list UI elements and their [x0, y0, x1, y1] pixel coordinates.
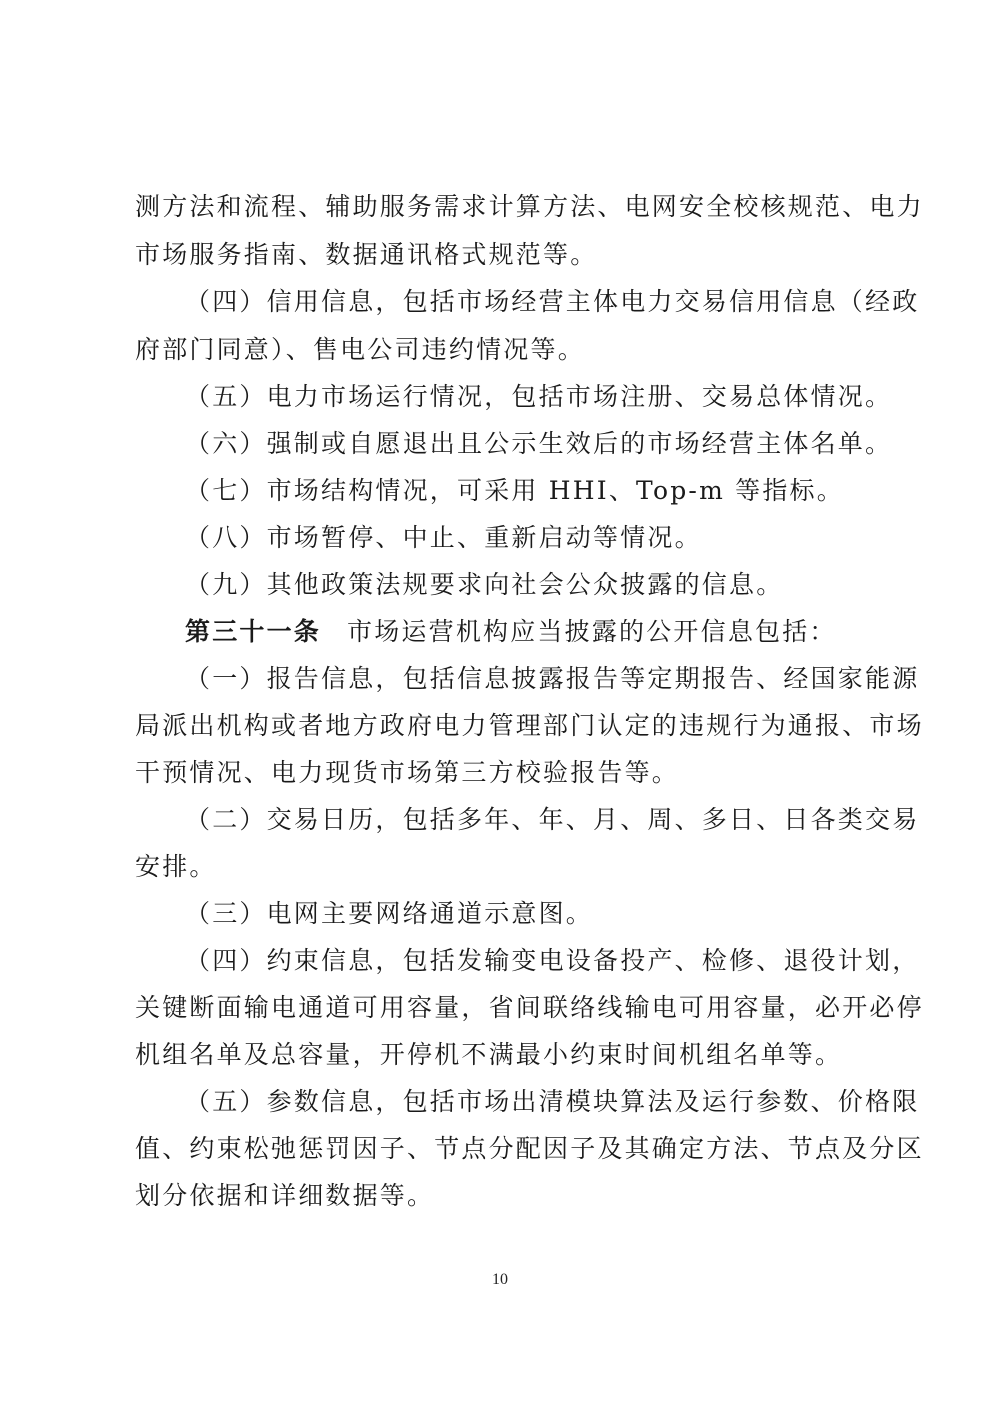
- body-line: 市场服务指南、数据通讯格式规范等。: [135, 240, 598, 269]
- body-line: 安排。: [135, 852, 217, 881]
- body-line: 关键断面输电通道可用容量，省间联络线输电可用容量，必开必停: [135, 993, 924, 1022]
- page-number: 10: [492, 1271, 508, 1288]
- article-heading: [185, 615, 865, 649]
- list-item: （七）市场结构情况，可采用 HHI、Top-m 等指标。: [185, 476, 844, 505]
- list-item: （五）电力市场运行情况，包括市场注册、交易总体情况。: [185, 382, 893, 411]
- list-item: （一）报告信息，包括信息披露报告等定期报告、经国家能源: [185, 664, 920, 693]
- list-item: （五）参数信息，包括市场出清模块算法及运行参数、价格限: [185, 1087, 920, 1116]
- body-line: 府部门同意）、售电公司违约情况等。: [135, 335, 585, 364]
- list-item: （三）电网主要网络通道示意图。: [185, 899, 594, 928]
- article-title: 第三十一条: [185, 617, 322, 646]
- article-text: 市场运营机构应当披露的公开信息包括：: [347, 617, 837, 646]
- body-line: 局派出机构或者地方政府电力管理部门认定的违规行为通报、市场: [135, 711, 924, 740]
- list-item: （四）信用信息，包括市场经营主体电力交易信用信息（经政: [185, 287, 920, 316]
- list-item: （四）约束信息，包括发输变电设备投产、检修、退役计划，: [185, 946, 920, 975]
- body-line: 测方法和流程、辅助服务需求计算方法、电网安全校核规范、电力: [135, 192, 924, 221]
- body-line: 机组名单及总容量，开停机不满最小约束时间机组名单等。: [135, 1040, 843, 1069]
- list-item: （二）交易日历，包括多年、年、月、周、多日、日各类交易: [185, 805, 920, 834]
- body-line: 值、约束松弛惩罚因子、节点分配因子及其确定方法、节点及分区: [135, 1134, 924, 1163]
- body-line: 划分依据和详细数据等。: [135, 1181, 435, 1210]
- list-item: （八）市场暂停、中止、重新启动等情况。: [185, 523, 702, 552]
- list-item: （九）其他政策法规要求向社会公众披露的信息。: [185, 570, 784, 599]
- list-item: （六）强制或自愿退出且公示生效后的市场经营主体名单。: [185, 429, 893, 458]
- body-line: 干预情况、电力现货市场第三方校验报告等。: [135, 758, 680, 787]
